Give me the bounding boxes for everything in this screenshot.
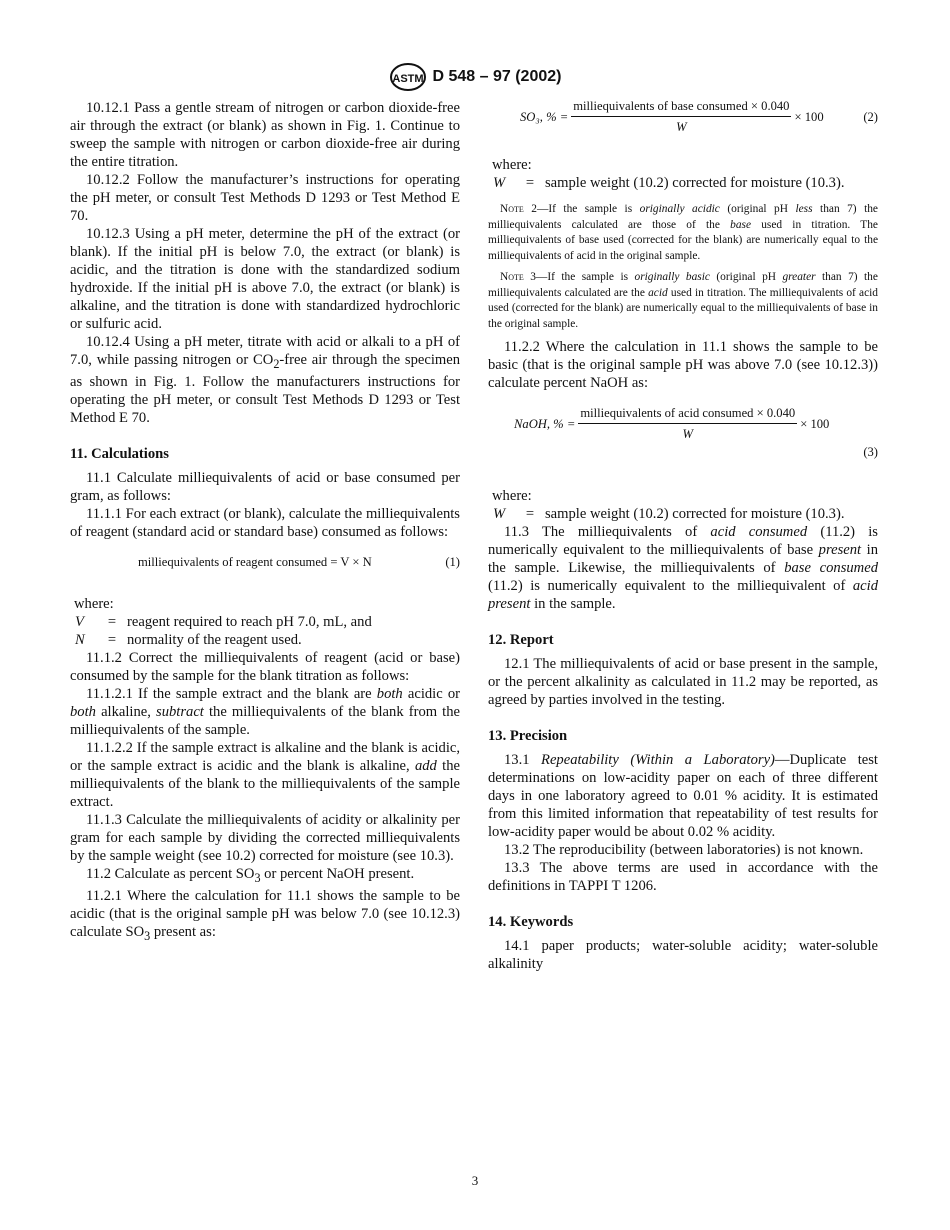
paragraph-11-1-1: 11.1.1 For each extract (or blank), calculate the milliequivalents of reagent (standard acid or standard base) consumed as follows:: [70, 505, 460, 540]
paragraph-10-12-3: 10.12.3 Using a pH meter, determine the pH of the extract (or blank). If the initial pH is below 7.0, the extract (or blank) is acidic, and the titration is done with the standardized sodium hydroxide. If the initial pH is above 7.0, the extract (or blank) is alkaline, and the titration is done with standardized hydrochloric or sulfuric acid.: [70, 226, 460, 332]
paragraph-10-12-2: 10.12.2 Follow the manufacturer’s instructions for operating the pH meter, or consult Test Methods D 1293 or Test Method E 70.: [70, 172, 460, 224]
paragraph-10-12-1: 10.12.1 Pass a gentle stream of nitrogen or carbon dioxide-free air through the extract (or blank) as shown in Fig. 1. Continue to sweep the sample with nitrogen or carbon dioxide-free air during the entire titration.: [70, 100, 460, 170]
paragraph-13-3: 13.3 The above terms are used in accordance with the definitions in TAPPI T 1206.: [488, 860, 878, 894]
paragraph-11-2-2: 11.2.2 Where the calculation in 11.1 shows the sample to be basic (that is the original sample pH was above 7.0 (see 10.12.3)) calculate percent NaOH as:: [488, 339, 878, 391]
paragraph-12-1: 12.1 The milliequivalents of acid or base present in the sample, or the percent alkalinity as calculated in 11.2 may be reported, as agreed by parties involved in the testing.: [488, 656, 878, 708]
where-label-1: where:: [492, 157, 532, 173]
equation-1: [70, 553, 460, 571]
equation-3-lhs: NaOH, % =: [514, 416, 576, 431]
paragraph-14-1: 14.1 paper products; water-soluble acidity; water-soluble alkalinity: [488, 938, 878, 972]
section-heading-precision: 13. Precision: [488, 728, 568, 744]
equation-3-tail: × 100: [800, 416, 830, 431]
equation-3: [488, 404, 878, 443]
where-label: where:: [74, 595, 114, 612]
paragraph-13-2: 13.2 The reproducibility (between laboratories) is not known.: [504, 842, 864, 858]
astm-logo-icon: [389, 62, 427, 92]
note-2: Note 2—If the sample is originally acidic (original pH less than 7) the milliequivalents calculated are those of the base used in titration. The milliequivalents of base used (corrected for the blank) are numerically equal to the milliequivalents of acid in the original sample.: [488, 203, 878, 262]
left-column: [70, 99, 460, 945]
paragraph-11-1-2: 11.1.2 Correct the milliequivalents of reagent (acid or base) consumed by the sample for the blank titration as follows:: [70, 649, 460, 684]
equation-2-tail: × 100: [794, 109, 824, 124]
paragraph-11-1: 11.1 Calculate milliequivalents of acid or base consumed per gram, as follows:: [70, 469, 460, 504]
paragraph-11-2-1: 11.2.1 Where the calculation for 11.1 shows the sample to be acidic (that is the original sample pH was below 7.0 (see 10.12.3) calculate $SO_3$ present as:: [70, 887, 460, 943]
definition-n: N = normality of the reagent used.: [75, 631, 302, 648]
equation-1-text: milliequivalents of reagent consumed = V × N: [138, 554, 372, 569]
equation-1-number: (1): [445, 554, 460, 569]
paragraph-11-2: 11.2 Calculate as percent $SO_3$ or percent NaOH present.: [86, 865, 415, 885]
page-number: 3: [471, 1173, 479, 1188]
section-heading-report: 12. Report: [488, 632, 554, 648]
where-label-2: where:: [492, 488, 532, 504]
equation-3-number: (3): [863, 445, 878, 459]
equation-3-fraction: $\frac{\text{milliequivalents of acid consumed × 0.040}}{W}$: [580, 406, 796, 441]
definition-w-2: W = sample weight (10.2) corrected for moisture (10.3).: [493, 506, 845, 522]
equation-2-lhs: SO₃, % =: [520, 109, 569, 124]
definition-w-1: W = sample weight (10.2) corrected for moisture (10.3).: [493, 175, 845, 191]
paragraph-11-1-3: 11.1.3 Calculate the milliequivalents of acidity or alkalinity per gram for each sample by dividing the corrected milliequivalents by the sample weight (see 10.2) corrected for moisture (see 10.3).: [70, 811, 460, 864]
equation-2-fraction: $\frac{\text{milliequivalents of base consumed × 0.040}}{W}$: [573, 99, 790, 134]
paragraph-11-1-2-2: 11.1.2.2 If the sample extract is alkaline and the blank is acidic, or the sample extract is acidic and the blank is alkaline, add the milliequivalents of the blank to the milliequivalents of the sample extract.: [70, 739, 460, 810]
paragraph-11-3: 11.3 The milliequivalents of acid consumed (11.2) is numerically equivalent to the milliequivalents of base present in the sample. Likewise, the milliequivalents of base consumed (11.2) is numerically equivalent to the milliequivalent of acid present in the sample.: [488, 524, 878, 612]
section-heading-calculations: 11. Calculations: [70, 445, 169, 462]
paragraph-10-12-4: 10.12.4 Using a pH meter, titrate with acid or alkali to a pH of 7.0, while passing nitrogen or $CO_2$-free air through the specimen as shown in Fig. 1. Follow the manufacturers instructions for operating the pH meter, or consult Test Methods D 1293 or Test Method E 70.: [70, 334, 461, 426]
note-3: Note 3—If the sample is originally basic (original pH greater than 7) the milliequivalents calculated are the acid used in titration. The milliequivalents of acid used (corrected for the blank) are numerically equal to the milliequivalents of base in the original sample.: [488, 271, 879, 330]
section-heading-keywords: 14. Keywords: [488, 914, 574, 930]
page-header: [0, 62, 950, 97]
right-column: [488, 97, 878, 973]
document-title: D 548 – 97 (2002): [432, 68, 562, 85]
equation-2-number: (2): [863, 109, 878, 124]
definition-v: V = reagent required to reach pH 7.0, mL, and: [75, 613, 372, 630]
equation-2: [488, 97, 878, 136]
paragraph-13-1: 13.1 Repeatability (Within a Laboratory)—Duplicate test determinations on low-acidity paper on each of three different days in one laboratory agreed to 0.01 % acidity. It is estimated from this limited information that repeatability of test results for low-acidity paper would be about 0.02 % acidity.: [488, 752, 878, 840]
svg-text:ASTM: ASTM: [391, 73, 424, 85]
paragraph-11-1-2-1: 11.1.2.1 If the sample extract and the blank are both acidic or both alkaline, subtract the milliequivalents of the blank from the milliequivalents of the sample.: [70, 685, 461, 738]
